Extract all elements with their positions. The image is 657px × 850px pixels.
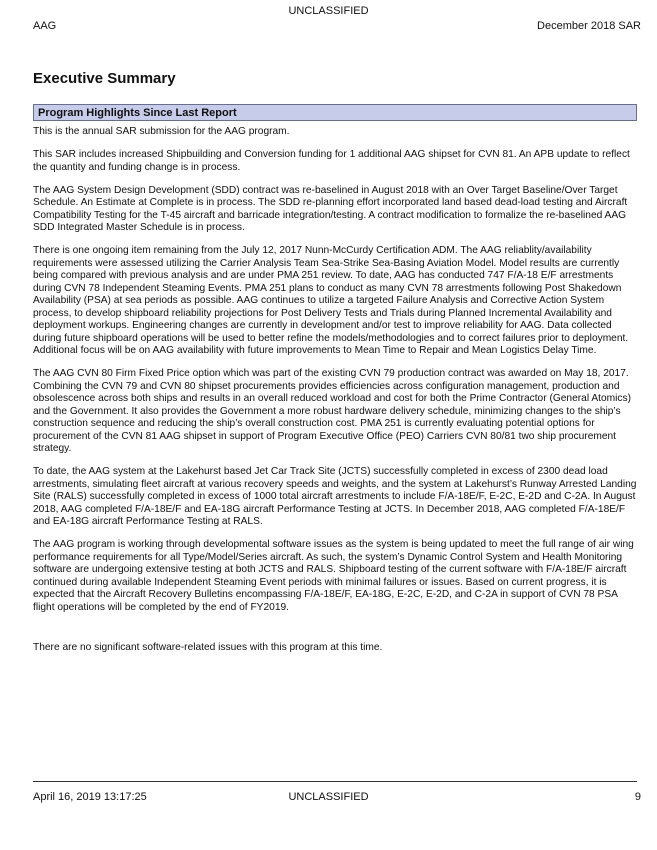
- footer-timestamp: April 16, 2019 13:17:25: [33, 791, 147, 803]
- page-number: 9: [634, 791, 641, 803]
- paragraph: The AAG CVN 80 Firm Fixed Price option which was part of the existing CVN 79 production contract was awarded on May 18, 2017. Combining the CVN 79 and CVN 80 shipset procurements provides efficiencies across configuration management, production and obsolescence across both ships and results in an overall reduced workload and cost for both the Prime Contractor (General Atomics) and the Government. It also provides the Government a more robust hardware delivery schedule, minimizing changes to the ship’s construction sequence and reducing the ship’s overall construction cost. PMA 251 is currently evaluating potential options for procurement of the CVN 81 AAG shipset in support of Program Executive Office (PEO) Carriers CVN 80/81 two ship procurement strategy.: [33, 368, 631, 454]
- classification-footer: UNCLASSIFIED: [288, 791, 369, 803]
- paragraph: The AAG program is working through developmental software issues as the system is being updated to meet the full range of air wing performance requirements for all Type/Model/Series aircraft. As such, the system’s Dynamic Control System and Health Monitoring software are undergoing extensive testing at both JCTS and RALS. Shipboard testing of the current software with F/A-18E/F aircraft continued during available Independent Steaming Event periods with minimal failures or issues. Based on current progress, it is expected that the Aircraft Recovery Bulletins encompassing F/A-18E/F, EA-18G, E-2C, E-2D, and C-2A in support of CVN 78 PSA flight operations will be completed by the end of FY2019.: [33, 539, 634, 613]
- paragraph: The AAG System Design Development (SDD) contract was re-baselined in August 2018 with an Over Target Baseline/Over Target Schedule. An Estimate at Complete is in process. The SDD re-planning effort incorporated land based dead-load testing and Aircraft Compatibility Testing for the T-45 aircraft and barricade integration/testing. A contract modification to formalize the re-baselined AAG SDD Integrated Master Schedule is in process.: [33, 184, 628, 233]
- section-heading: Program Highlights Since Last Report: [33, 104, 637, 121]
- footer-divider: [33, 781, 637, 782]
- paragraph: To date, the AAG system at the Lakehurst based Jet Car Track Site (JCTS) successfully completed in excess of 2300 dead load arrestments, simulating fleet aircraft at various recovery speeds and weights, and the system at Lakehurst’s Runway Arrested Landing Site (RALS) successfully completed in excess of 1000 total aircraft arrestments to include F/A-18E/F, E-2C, E-2D and C-2A. In August 2018, AAG completed F/A-18E/F and EA-18G aircraft Performance Testing at JCTS. In December 2018, AAG completed F/A-18E/F and EA-18G aircraft Performance Testing at RALS.: [33, 466, 637, 527]
- body-text: [33, 126, 641, 665]
- report-name: December 2018 SAR: [537, 20, 641, 32]
- paragraph: This is the annual SAR submission for the AAG program.: [33, 126, 290, 137]
- program-name: AAG: [33, 20, 57, 32]
- paragraph: There is one ongoing item remaining from the July 12, 2017 Nunn-McCurdy Certification ADM. The AAG reliablity/availability requirements were assessed utilizing the Carrier Analysis Team Sea-Strike Sea-Basing Aviation Model. Model results are currently being compared with previous analysis and are under PMA 251 review. To date, AAG has conducted 747 F/A-18 E/F arrestments during CVN 78 Independent Steaming Events. PMA 251 plans to conduct as many CVN 78 arrestments following Post Shakedown Availability (PSA) at sea periods as possible. AAG continues to utilize a targeted Failure Analysis and Corrective Action System process, to develop shipboard reliability projections for Post Delivery Tests and Trials during Planned Incremental Availability and deployment workups. Engineering changes are currently in development and/or test to improve reliability for AAG. Data collected during future shipboard operations will be used to better refine the models/methodologies and to correct failures prior to deployment. Additional focus will be on AAG availability with future improvements to Mean Time to Repair and Mean Logistics Delay Time.: [33, 245, 629, 356]
- classification-header: UNCLASSIFIED: [288, 5, 369, 17]
- paragraph: This SAR includes increased Shipbuilding and Conversion funding for 1 additional AAG shipset for CVN 81. An APB update to reflect the quantity and funding change is in process.: [33, 149, 630, 173]
- paragraph: There are no significant software-related issues with this program at this time.: [33, 642, 383, 653]
- page-title: Executive Summary: [33, 70, 176, 87]
